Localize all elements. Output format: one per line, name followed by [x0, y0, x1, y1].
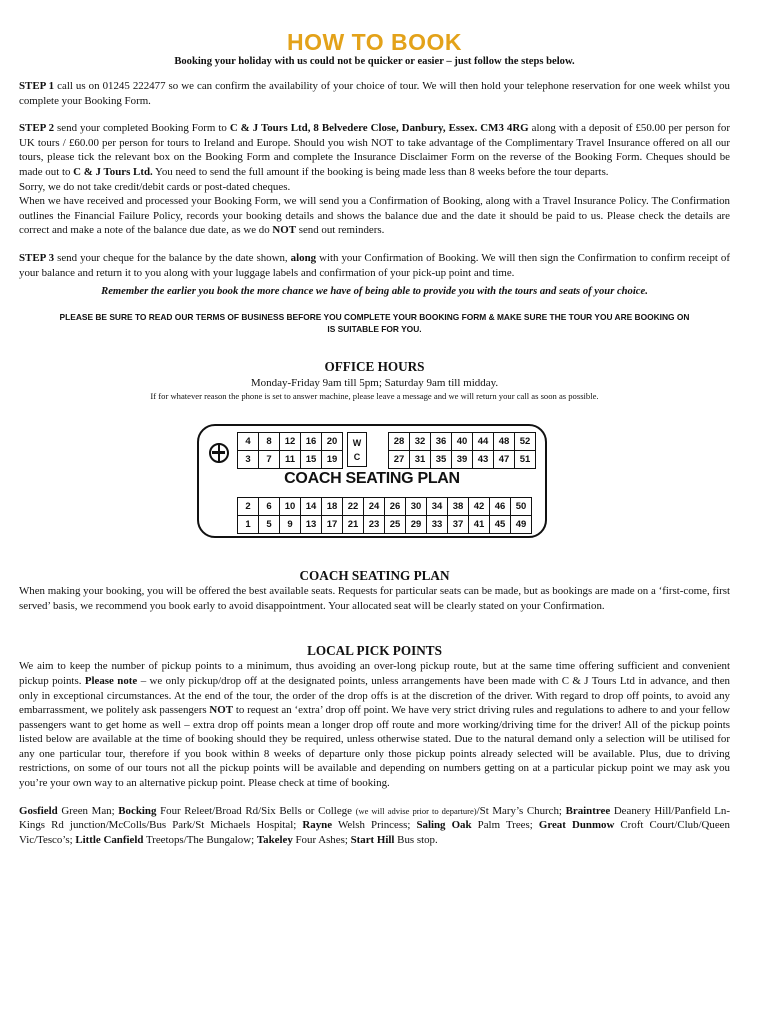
seat-45: 45	[490, 516, 511, 534]
step-2-text-5: send out reminders.	[296, 224, 385, 237]
wc-box	[347, 432, 367, 467]
pickup-takeley: Takeley	[256, 833, 293, 846]
pickup-little-canfield-detail: Treetops/The Bungalow;	[143, 833, 257, 846]
pickup-text-2: – we only pickup/drop off at the designated points, unless arrangements have been made with C & J Tours Ltd in advance, and then only in exceptional circumstances. At the end of the tour, the order of the drop offs is at the discretion of the driver. With regard to drop off points, to avoid any embarrassment, we politely ask passengers	[19, 674, 730, 717]
seat-34: 34	[427, 498, 448, 516]
seat-41: 41	[469, 516, 490, 534]
step-2-text-3: You need to send the full amount if the booking is being made less than 8 weeks before the tour departs.	[152, 165, 609, 178]
seat-13: 13	[301, 516, 322, 534]
seat-1: 1	[238, 516, 259, 534]
seat-block-rear	[237, 497, 532, 534]
seat-10: 10	[280, 498, 301, 516]
step-3	[19, 251, 730, 280]
seat-block-front-left	[237, 432, 343, 469]
step-3-text-2: with your Confirmation of Booking. We will then sign the Confirmation to confirm receipt of your balance and return it to you along with your luggage labels and confirmation of your pick-up point and time.	[19, 251, 730, 279]
seat-19: 19	[322, 451, 343, 469]
coach-seating-text: When making your booking, you will be offered the best available seats. Requests for particular seats can be made, but as bookings are made on a ‘first-come, first served’ basis, we recommend you book early to avoid disappointment. Your allocated seat will be clearly stated on your Confirmation.	[19, 585, 730, 612]
seat-block-front-right	[388, 432, 536, 469]
step-3-along: along	[290, 251, 317, 264]
seat-29: 29	[406, 516, 427, 534]
seat-31: 31	[410, 451, 431, 469]
seat-36: 36	[431, 433, 452, 451]
seat-42: 42	[469, 498, 490, 516]
steering-wheel-icon	[209, 443, 229, 463]
seat-30: 30	[406, 498, 427, 516]
pickup-text	[19, 659, 730, 790]
pickup-bocking: Bocking	[118, 804, 157, 817]
seat-48: 48	[494, 433, 515, 451]
seat-18: 18	[322, 498, 343, 516]
seat-52: 52	[515, 433, 536, 451]
seat-14: 14	[301, 498, 322, 516]
seat-6: 6	[259, 498, 280, 516]
seat-11: 11	[280, 451, 301, 469]
step-2-text-4: When we have received and processed your Booking Form, we will send you a Confirmation of Booking, along with a Travel Insurance Policy. The Confirmation outlines the Financial Failure Policy, records your booking details and shows the balance due and the date it should be paid to us. Please check the details are correct and make a note of the balance due date, as we do	[19, 195, 730, 237]
pickup-text-3: to request an ‘extra’ drop off point. We have very strict driving rules and regulations to adhere to and your fellow passengers want to get home as well – extra drop off points mean a longer drop off route and more working/driving time for the driver! All of the pickup points listed below are available at the time of booking should they be required, unless otherwise stated. Due to the natural demand only a selection will be utilised for any one particular tour, therefore if you book within 8 weeks of departure only those pickup points already selected will be available. Plus, due to driving restrictions, on some of our tours not all the pickup points will be available and depending on numbers getting on at a particular pickup point we may ask you you’re your own way to an alternative pickup point. Please check at time of booking.	[19, 704, 730, 790]
seat-3: 3	[238, 451, 259, 469]
remember-note: Remember the earlier you book the more chance we have of being able to provide you with the tours and seats of your choice.	[101, 286, 648, 298]
pickup-gosfield: Gosfield	[19, 804, 58, 817]
pickup-bocking-note: (we will advise prior to departure)	[355, 805, 477, 816]
seating-plan-title: COACH SEATING PLAN	[284, 470, 460, 488]
step-3-text: send your cheque for the balance by the date shown,	[54, 251, 291, 264]
seat-17: 17	[322, 516, 343, 534]
seat-9: 9	[280, 516, 301, 534]
terms-notice: PLEASE BE SURE TO READ OUR TERMS OF BUSINESS BEFORE YOU COMPLETE YOUR BOOKING FORM & MAKE SURE THE TOUR YOU ARE BOOKING ON IS SUITABLE FOR YOU.	[59, 312, 690, 335]
wc-label-1: W	[352, 438, 362, 449]
step-1-label: STEP 1	[19, 80, 55, 92]
pickup-gosfield-detail: Green Man;	[57, 804, 119, 817]
coach-seating-plan	[197, 424, 547, 538]
pickup-rayne: Rayne	[302, 819, 333, 832]
step-2-label: STEP 2	[19, 122, 55, 135]
step-2-text-2: along with a deposit of £50.00 per person for UK tours / £60.00 per person for tours to Ireland and Europe. Should you wish NOT to take advantage of the Complimentary Travel Insurance offered on all our tours, please tick the relevant box on the Booking Form and complete the Insurance Disclaimer Form on the reverse of the Booking Form. Cheques should be made out to	[19, 122, 731, 178]
office-hours-text: Monday-Friday 9am till 5pm; Saturday 9am till midday.	[250, 377, 499, 390]
seat-5: 5	[259, 516, 280, 534]
pickup-bocking-detail: Four Releet/Broad Rd/Six Bells or College	[156, 804, 356, 817]
step-1-text: call us on 01245 222477 so we can confirm the availability of your choice of tour. We will then hold your telephone reservation for one week whilst you complete your Booking Form.	[19, 80, 730, 107]
seat-35: 35	[431, 451, 452, 469]
seat-12: 12	[280, 433, 301, 451]
cheque-payee: C & J Tours Ltd.	[73, 165, 153, 178]
seat-25: 25	[385, 516, 406, 534]
seat-44: 44	[473, 433, 494, 451]
seat-27: 27	[389, 451, 410, 469]
pickup-start-hill: Start Hill	[350, 833, 395, 846]
seat-39: 39	[452, 451, 473, 469]
pickup-please-note: Please note	[84, 674, 138, 687]
step-2	[19, 121, 730, 179]
seat-51: 51	[515, 451, 536, 469]
step-2-not: NOT	[272, 224, 296, 237]
pickup-text-1: We aim to keep the number of pickup points to a minimum, thus avoiding an over-long pickup route, but at the same time offering sufficient and convenient pickup points.	[19, 660, 730, 687]
seat-38: 38	[448, 498, 469, 516]
seat-50: 50	[511, 498, 532, 516]
office-hours-heading: OFFICE HOURS	[324, 359, 425, 375]
seat-4: 4	[238, 433, 259, 451]
seat-23: 23	[364, 516, 385, 534]
seat-37: 37	[448, 516, 469, 534]
pickup-not: NOT	[209, 704, 233, 717]
wc-label-2: C	[353, 452, 361, 463]
pickup-rayne-detail: Welsh Princess;	[332, 819, 417, 832]
step-1	[19, 79, 730, 108]
pickup-start-hill-detail: Bus stop.	[394, 833, 438, 846]
company-address: C & J Tours Ltd, 8 Belvedere Close, Danbury, Essex. CM3 4RG	[229, 122, 529, 135]
pickup-heading: LOCAL PICK POINTS	[307, 643, 442, 659]
seat-16: 16	[301, 433, 322, 451]
pickup-bocking-detail-2: /St Mary’s Church;	[476, 804, 566, 817]
pickup-little-canfield: Little Canfield	[75, 833, 144, 846]
pickup-saling-oak-detail: Palm Trees;	[471, 819, 539, 832]
pickup-braintree: Braintree	[565, 804, 611, 817]
pickup-points-list	[19, 804, 730, 848]
seat-24: 24	[364, 498, 385, 516]
seat-32: 32	[410, 433, 431, 451]
coach-seating-heading: COACH SEATING PLAN	[299, 568, 450, 584]
seat-7: 7	[259, 451, 280, 469]
document-page	[19, 28, 730, 847]
seat-43: 43	[473, 451, 494, 469]
seat-22: 22	[343, 498, 364, 516]
seat-8: 8	[259, 433, 280, 451]
step-2-text: send your completed Booking Form to	[54, 122, 230, 135]
intro-text: Booking your holiday with us could not be quicker or easier – just follow the steps below.	[174, 56, 575, 67]
seat-2: 2	[238, 498, 259, 516]
page-title: HOW TO BOOK	[286, 29, 462, 55]
seat-28: 28	[389, 433, 410, 451]
seat-21: 21	[343, 516, 364, 534]
seat-33: 33	[427, 516, 448, 534]
seat-20: 20	[322, 433, 343, 451]
pickup-great-dunmow: Great Dunmow	[538, 819, 615, 832]
step-2-confirmation	[19, 194, 730, 238]
pickup-great-dunmow-detail: Croft Court/Club/Queen Vic/Tesco’s;	[19, 819, 730, 846]
seat-46: 46	[490, 498, 511, 516]
pickup-braintree-detail: Deanery Hill/Panfield Ln-Kings Rd junction/McColls/Bus Park/St Michaels Hospital;	[19, 804, 730, 832]
pickup-saling-oak: Saling Oak	[416, 819, 472, 832]
seat-40: 40	[452, 433, 473, 451]
seat-49: 49	[511, 516, 532, 534]
step-3-label: STEP 3	[19, 251, 55, 264]
office-hours-note: If for whatever reason the phone is set to answer machine, please leave a message and we will return your call as soon as possible.	[150, 391, 599, 402]
step-2-sorry: Sorry, we do not take credit/debit cards or post-dated cheques.	[19, 180, 291, 193]
seat-26: 26	[385, 498, 406, 516]
seat-47: 47	[494, 451, 515, 469]
pickup-takeley-detail: Four Ashes;	[292, 833, 351, 846]
seat-15: 15	[301, 451, 322, 469]
